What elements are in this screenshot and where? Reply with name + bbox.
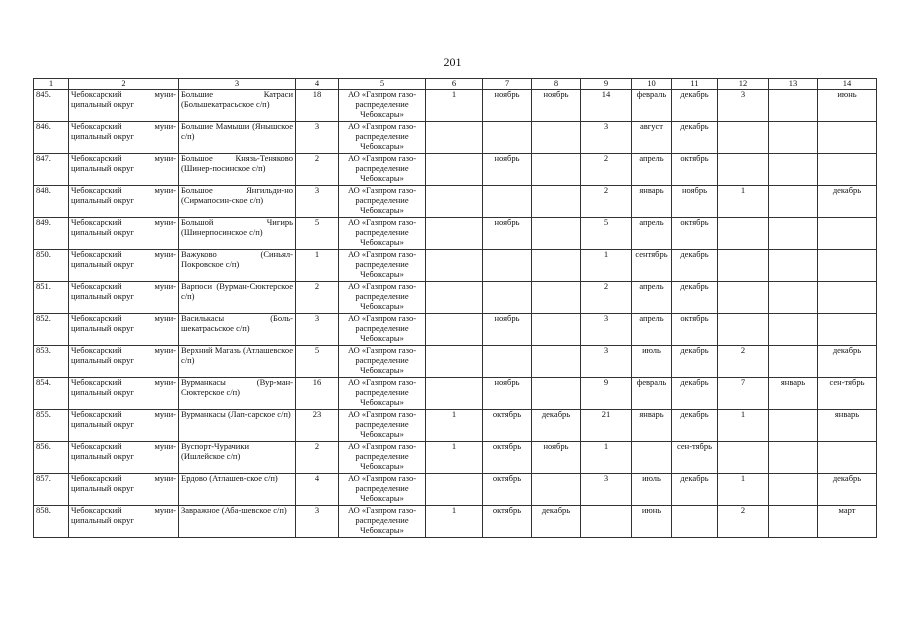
col13-cell	[769, 314, 818, 346]
col12-cell: 1	[718, 474, 769, 506]
col6-cell: 1	[426, 506, 483, 538]
col6-cell: 1	[426, 90, 483, 122]
col14-cell	[818, 314, 877, 346]
col9-cell: 1	[581, 250, 632, 282]
row-number: 845.	[34, 90, 69, 122]
organization-cell: АО «Газпром газо-распределение Чебоксары»	[339, 122, 426, 154]
col8-cell	[532, 250, 581, 282]
col10-cell: апрель	[632, 314, 672, 346]
count-cell: 3	[296, 122, 339, 154]
col12-cell	[718, 122, 769, 154]
col8-cell	[532, 474, 581, 506]
district-cell: Чебоксарский муни-ципальный округ	[69, 250, 179, 282]
col11-cell: октябрь	[672, 154, 718, 186]
col13-cell: январь	[769, 378, 818, 410]
row-number: 850.	[34, 250, 69, 282]
table-row	[34, 314, 877, 346]
col10-cell	[632, 442, 672, 474]
col6-cell	[426, 282, 483, 314]
col13-cell	[769, 410, 818, 442]
organization-cell: АО «Газпром газо-распределение Чебоксары»	[339, 378, 426, 410]
col9-cell: 2	[581, 186, 632, 218]
table-row	[34, 218, 877, 250]
col9-cell: 2	[581, 282, 632, 314]
col8-cell: ноябрь	[532, 90, 581, 122]
col6-cell: 1	[426, 410, 483, 442]
organization-cell: АО «Газпром газо-распределение Чебоксары»	[339, 314, 426, 346]
col7-cell: ноябрь	[483, 314, 532, 346]
col12-cell	[718, 154, 769, 186]
col13-cell	[769, 442, 818, 474]
col10-cell: январь	[632, 410, 672, 442]
column-header: 5	[339, 79, 426, 90]
col7-cell: октябрь	[483, 442, 532, 474]
count-cell: 23	[296, 410, 339, 442]
col14-cell: декабрь	[818, 346, 877, 378]
row-number: 852.	[34, 314, 69, 346]
settlement-cell: Вурманкасы (Вур-ман-Сюктерское с/п)	[179, 378, 296, 410]
district-cell: Чебоксарский муни-ципальный округ	[69, 186, 179, 218]
col11-cell: сен-тябрь	[672, 442, 718, 474]
col10-cell: июнь	[632, 506, 672, 538]
row-number: 858.	[34, 506, 69, 538]
col10-cell: июль	[632, 474, 672, 506]
column-header: 7	[483, 79, 532, 90]
col14-cell	[818, 154, 877, 186]
col11-cell: октябрь	[672, 314, 718, 346]
organization-cell: АО «Газпром газо-распределение Чебоксары»	[339, 186, 426, 218]
col13-cell	[769, 90, 818, 122]
table-row	[34, 410, 877, 442]
col6-cell	[426, 186, 483, 218]
organization-cell: АО «Газпром газо-распределение Чебоксары»	[339, 154, 426, 186]
col11-cell	[672, 506, 718, 538]
col6-cell	[426, 474, 483, 506]
table-row	[34, 250, 877, 282]
column-header: 14	[818, 79, 877, 90]
col10-cell: июль	[632, 346, 672, 378]
col11-cell: декабрь	[672, 378, 718, 410]
col9-cell: 1	[581, 442, 632, 474]
col6-cell	[426, 122, 483, 154]
col12-cell	[718, 282, 769, 314]
col12-cell	[718, 314, 769, 346]
col7-cell	[483, 122, 532, 154]
col8-cell	[532, 122, 581, 154]
col12-cell: 2	[718, 506, 769, 538]
col7-cell	[483, 186, 532, 218]
row-number: 847.	[34, 154, 69, 186]
col12-cell: 1	[718, 410, 769, 442]
settlement-cell: Большие Катраси (Большекатрасьское с/п)	[179, 90, 296, 122]
col8-cell	[532, 346, 581, 378]
district-cell: Чебоксарский муни-ципальный округ	[69, 506, 179, 538]
col7-cell: ноябрь	[483, 90, 532, 122]
col7-cell: октябрь	[483, 474, 532, 506]
settlement-cell: Важуково (Синьял-Покровское с/п)	[179, 250, 296, 282]
col11-cell: декабрь	[672, 250, 718, 282]
col11-cell: декабрь	[672, 474, 718, 506]
table-row	[34, 282, 877, 314]
organization-cell: АО «Газпром газо-распределение Чебоксары»	[339, 410, 426, 442]
col11-cell: декабрь	[672, 282, 718, 314]
table-row	[34, 90, 877, 122]
column-header: 10	[632, 79, 672, 90]
table-row	[34, 474, 877, 506]
col13-cell	[769, 282, 818, 314]
column-header: 6	[426, 79, 483, 90]
col11-cell: декабрь	[672, 346, 718, 378]
col9-cell: 3	[581, 474, 632, 506]
row-number: 849.	[34, 218, 69, 250]
district-cell: Чебоксарский муни-ципальный округ	[69, 442, 179, 474]
count-cell: 3	[296, 186, 339, 218]
organization-cell: АО «Газпром газо-распределение Чебоксары»	[339, 282, 426, 314]
col13-cell	[769, 122, 818, 154]
col6-cell	[426, 346, 483, 378]
district-cell: Чебоксарский муни-ципальный округ	[69, 154, 179, 186]
col11-cell: ноябрь	[672, 186, 718, 218]
col9-cell: 3	[581, 314, 632, 346]
district-cell: Чебоксарский муни-ципальный округ	[69, 218, 179, 250]
district-cell: Чебоксарский муни-ципальный округ	[69, 346, 179, 378]
settlement-cell: Завражное (Абa-шевское с/п)	[179, 506, 296, 538]
col6-cell	[426, 250, 483, 282]
column-header: 11	[672, 79, 718, 90]
table-row	[34, 378, 877, 410]
col9-cell	[581, 506, 632, 538]
organization-cell: АО «Газпром газо-распределение Чебоксары»	[339, 506, 426, 538]
table-row	[34, 346, 877, 378]
col10-cell: август	[632, 122, 672, 154]
settlement-cell: Большие Мамыши (Янышское с/п)	[179, 122, 296, 154]
col8-cell	[532, 154, 581, 186]
organization-cell: АО «Газпром газо-распределение Чебоксары»	[339, 474, 426, 506]
count-cell: 3	[296, 314, 339, 346]
column-header: 4	[296, 79, 339, 90]
col13-cell	[769, 474, 818, 506]
district-cell: Чебоксарский муни-ципальный округ	[69, 314, 179, 346]
organization-cell: АО «Газпром газо-распределение Чебоксары»	[339, 218, 426, 250]
col14-cell	[818, 282, 877, 314]
count-cell: 16	[296, 378, 339, 410]
col13-cell	[769, 154, 818, 186]
col8-cell	[532, 314, 581, 346]
column-header: 9	[581, 79, 632, 90]
col9-cell: 3	[581, 122, 632, 154]
settlement-cell: Верхний Магазь (Атлашевское с/п)	[179, 346, 296, 378]
settlement-cell: Василькасы (Боль-шекатрасьское с/п)	[179, 314, 296, 346]
column-header: 2	[69, 79, 179, 90]
organization-cell: АО «Газпром газо-распределение Чебоксары»	[339, 442, 426, 474]
col14-cell: июнь	[818, 90, 877, 122]
district-cell: Чебоксарский муни-ципальный округ	[69, 282, 179, 314]
col12-cell	[718, 218, 769, 250]
col8-cell	[532, 378, 581, 410]
row-number: 851.	[34, 282, 69, 314]
col14-cell	[818, 218, 877, 250]
col11-cell: октябрь	[672, 218, 718, 250]
col13-cell	[769, 346, 818, 378]
organization-cell: АО «Газпром газо-распределение Чебоксары»	[339, 90, 426, 122]
col14-cell: март	[818, 506, 877, 538]
col6-cell	[426, 378, 483, 410]
col7-cell: октябрь	[483, 410, 532, 442]
count-cell: 2	[296, 282, 339, 314]
col14-cell: январь	[818, 410, 877, 442]
col6-cell	[426, 314, 483, 346]
col6-cell: 1	[426, 442, 483, 474]
col10-cell: сентябрь	[632, 250, 672, 282]
col13-cell	[769, 250, 818, 282]
col7-cell	[483, 250, 532, 282]
col8-cell	[532, 186, 581, 218]
col9-cell: 9	[581, 378, 632, 410]
col6-cell	[426, 218, 483, 250]
col9-cell: 5	[581, 218, 632, 250]
col11-cell: декабрь	[672, 122, 718, 154]
count-cell: 1	[296, 250, 339, 282]
header-row	[34, 79, 877, 90]
table-row	[34, 122, 877, 154]
col10-cell: апрель	[632, 282, 672, 314]
district-cell: Чебоксарский муни-ципальный округ	[69, 90, 179, 122]
row-number: 848.	[34, 186, 69, 218]
col14-cell: декабрь	[818, 186, 877, 218]
col8-cell	[532, 282, 581, 314]
column-header: 1	[34, 79, 69, 90]
col7-cell	[483, 346, 532, 378]
settlement-cell: Вуспорт-Чурачики (Ишлейское с/п)	[179, 442, 296, 474]
col9-cell: 2	[581, 154, 632, 186]
col7-cell	[483, 282, 532, 314]
col7-cell: ноябрь	[483, 378, 532, 410]
col13-cell	[769, 506, 818, 538]
col8-cell: ноябрь	[532, 442, 581, 474]
count-cell: 5	[296, 346, 339, 378]
row-number: 854.	[34, 378, 69, 410]
column-header: 13	[769, 79, 818, 90]
col10-cell: апрель	[632, 218, 672, 250]
table-row	[34, 186, 877, 218]
settlement-cell: Большой Чигирь (Шинерпосинское с/п)	[179, 218, 296, 250]
col11-cell: декабрь	[672, 90, 718, 122]
settlement-cell: Ердово (Атлашев-ское с/п)	[179, 474, 296, 506]
count-cell: 3	[296, 506, 339, 538]
row-number: 857.	[34, 474, 69, 506]
district-cell: Чебоксарский муни-ципальный округ	[69, 474, 179, 506]
column-header: 12	[718, 79, 769, 90]
row-number: 846.	[34, 122, 69, 154]
col9-cell: 21	[581, 410, 632, 442]
col11-cell: декабрь	[672, 410, 718, 442]
column-header: 8	[532, 79, 581, 90]
col9-cell: 3	[581, 346, 632, 378]
col10-cell: февраль	[632, 90, 672, 122]
col14-cell: декабрь	[818, 474, 877, 506]
count-cell: 5	[296, 218, 339, 250]
col14-cell	[818, 250, 877, 282]
row-number: 856.	[34, 442, 69, 474]
count-cell: 18	[296, 90, 339, 122]
table-row	[34, 506, 877, 538]
district-cell: Чебоксарский муни-ципальный округ	[69, 122, 179, 154]
col8-cell	[532, 218, 581, 250]
settlement-cell: Большое Князь-Теняково (Шинер-посинское с/п)	[179, 154, 296, 186]
col14-cell	[818, 442, 877, 474]
row-number: 855.	[34, 410, 69, 442]
table-row	[34, 442, 877, 474]
col9-cell: 14	[581, 90, 632, 122]
col12-cell: 7	[718, 378, 769, 410]
col13-cell	[769, 186, 818, 218]
count-cell: 2	[296, 442, 339, 474]
organization-cell: АО «Газпром газо-распределение Чебоксары»	[339, 250, 426, 282]
page-number: 201	[443, 55, 462, 69]
count-cell: 2	[296, 154, 339, 186]
col8-cell: декабрь	[532, 410, 581, 442]
settlement-cell: Варпоси (Вурман-Сюктерское с/п)	[179, 282, 296, 314]
col12-cell: 3	[718, 90, 769, 122]
settlement-cell: Вурманкасы (Лап-сарское с/п)	[179, 410, 296, 442]
district-cell: Чебоксарский муни-ципальный округ	[69, 410, 179, 442]
col12-cell: 1	[718, 186, 769, 218]
count-cell: 4	[296, 474, 339, 506]
row-number: 853.	[34, 346, 69, 378]
col7-cell: ноябрь	[483, 218, 532, 250]
table-row	[34, 154, 877, 186]
col10-cell: февраль	[632, 378, 672, 410]
column-header: 3	[179, 79, 296, 90]
gas-schedule-table	[33, 78, 877, 538]
col8-cell: декабрь	[532, 506, 581, 538]
col10-cell: январь	[632, 186, 672, 218]
col14-cell: сен-тябрь	[818, 378, 877, 410]
col12-cell	[718, 250, 769, 282]
col13-cell	[769, 218, 818, 250]
col7-cell: ноябрь	[483, 154, 532, 186]
col7-cell: октябрь	[483, 506, 532, 538]
col10-cell: апрель	[632, 154, 672, 186]
organization-cell: АО «Газпром газо-распределение Чебоксары»	[339, 346, 426, 378]
col12-cell	[718, 442, 769, 474]
col14-cell	[818, 122, 877, 154]
district-cell: Чебоксарский муни-ципальный округ	[69, 378, 179, 410]
col6-cell	[426, 154, 483, 186]
settlement-cell: Большое Янгильди-но (Сирмапосин-ское с/п)	[179, 186, 296, 218]
col12-cell: 2	[718, 346, 769, 378]
